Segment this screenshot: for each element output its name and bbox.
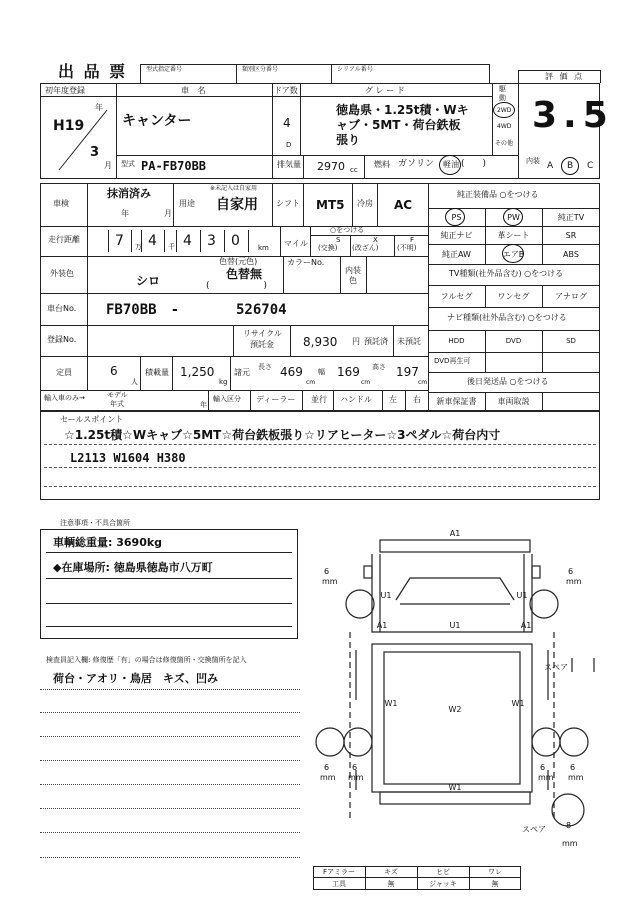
displacement-unit: cc xyxy=(350,166,358,174)
tire-mm: 6 xyxy=(570,763,576,772)
aftermarket-warranty: 新車保証書 xyxy=(436,397,477,406)
equip-aw: 純正AW xyxy=(442,249,471,259)
opt-f-text: (不明) xyxy=(397,244,417,252)
vehicle-name: キャンター xyxy=(122,113,192,129)
fuel-diesel: 軽油 xyxy=(443,160,459,169)
doors-label: ドア数 xyxy=(274,86,298,95)
diag-mark: W2 xyxy=(448,705,462,714)
length-unit: cm xyxy=(306,379,316,386)
recycle-unit: 円 xyxy=(352,337,360,346)
grade-line-2: ャブ・5MT・荷台鉄板 xyxy=(336,118,461,132)
tire-mm: 6 xyxy=(324,567,330,576)
name-label: 車 名 xyxy=(181,86,209,95)
capacity-label: 定員 xyxy=(56,368,72,377)
equip-abs: ABS xyxy=(563,249,579,259)
chassis-label: 車台No. xyxy=(47,304,77,313)
width-value: 169 xyxy=(337,365,360,379)
mileage-digit: 0 xyxy=(231,233,240,249)
dealer-option: ディーラー xyxy=(256,395,296,404)
width-unit: cm xyxy=(361,379,371,386)
equip-leather: 革シート xyxy=(497,230,530,240)
recycle-value: 8,930 xyxy=(303,335,338,349)
drive-label-2: 動 xyxy=(499,94,506,102)
diag-mark: U1 xyxy=(449,621,461,630)
ac-label: 冷房 xyxy=(357,199,373,208)
import-class-label: 輸入区分 xyxy=(213,395,241,403)
equip-nav: 純正ナビ xyxy=(440,230,473,240)
first-reg-label: 初年度登録 xyxy=(45,86,85,95)
equip-pw: PW xyxy=(507,212,520,222)
km-unit: km xyxy=(258,244,269,252)
ac-value: AC xyxy=(394,198,413,212)
shift-label: シフト xyxy=(276,199,300,208)
diag-mark: W1 xyxy=(511,699,525,708)
mileage-digit: 4 xyxy=(148,233,157,249)
doors-value: 4 xyxy=(283,116,291,130)
fuel-paren: ( ) xyxy=(461,159,487,169)
length-value: 469 xyxy=(280,365,303,379)
diag-mark: A1 xyxy=(376,621,388,630)
diag-mark: W1 xyxy=(448,783,462,792)
dims-label: 諸元 xyxy=(234,368,250,377)
legend-value: 無 xyxy=(491,879,499,888)
legend-header: ワレ xyxy=(488,867,502,876)
handle-right: 右 xyxy=(413,395,421,404)
tire-mm-unit: mm xyxy=(322,577,338,586)
import-label: 輸入車のみ→ xyxy=(44,394,85,402)
aftermarket-title: 後日発送品 ○をつける xyxy=(467,377,549,386)
nav-hdd: HDD xyxy=(448,337,465,345)
grade-label: グ レ ー ド xyxy=(365,86,405,95)
opt-f: F xyxy=(410,236,415,244)
handle-label: ハンドル xyxy=(340,395,372,404)
mileage-digits xyxy=(108,230,278,254)
serial-label: シリアル番号 xyxy=(337,66,373,73)
interior-label: 内装 xyxy=(526,157,540,165)
model-year-label-2: 年式 xyxy=(110,400,124,408)
diag-mark: A1 xyxy=(449,529,461,538)
repaint-label: 色替(元色) xyxy=(219,257,258,266)
mileage-digit: 7 xyxy=(115,233,124,249)
recycle-label-2: 預託金 xyxy=(250,340,274,349)
tire-mm-unit: mm xyxy=(566,577,582,586)
inspection-value: 抹消済み xyxy=(107,187,151,200)
mileage-label: 走行距離 xyxy=(48,235,80,244)
tire-mm: 8 xyxy=(566,821,572,830)
tv-analog: アナログ xyxy=(555,291,587,301)
sen-char: 千 xyxy=(168,243,175,251)
tire-mm-unit: mm xyxy=(538,773,554,782)
width-label: 幅 xyxy=(318,368,325,376)
opt-s-text: (交換) xyxy=(318,244,338,252)
legend-header: キズ xyxy=(384,867,398,876)
exterior-value: シロ xyxy=(136,274,161,288)
equip-airbag: エアB xyxy=(502,249,525,259)
legend-header: ヒビ xyxy=(436,867,450,876)
drive-2wd: 2WD xyxy=(497,107,512,114)
grade-line-3: 張り xyxy=(336,133,361,147)
class-code-label: 類別区分番号 xyxy=(242,66,279,73)
sales-line-1: ☆1.25t積☆Wキャブ☆5MT☆荷台鉄板張り☆リアヒーター☆3ペダル☆荷台内寸 xyxy=(64,428,501,442)
equip-airbag-circle xyxy=(502,244,524,263)
notes-location: ◆在庫場所: 徳島県徳島市八万町 xyxy=(53,561,213,574)
month-char: 月 xyxy=(104,161,112,170)
score-label: 評 価 点 xyxy=(545,72,585,81)
inspector-title: 検査員記入欄: 修復歴「有」の場合は修復箇所・交換箇所を記入 xyxy=(46,656,247,664)
grade-line-1: 徳島県・1.25t積・Wキ xyxy=(336,103,469,117)
fuel-gasoline: ガソリン xyxy=(398,159,435,169)
nav-title: ナビ種類(社外品含む) ○をつける xyxy=(447,313,567,322)
dvd-label: DVD再生可 xyxy=(434,357,471,365)
displacement-value: 2970 xyxy=(317,160,345,173)
mileage-digit: 4 xyxy=(183,233,192,249)
inspection-year-char: 年 xyxy=(121,209,129,218)
tire-mm: 6 xyxy=(352,763,358,772)
equip-ps-circle xyxy=(445,208,465,226)
drive-other: その他 xyxy=(495,140,514,147)
year-char: 年 xyxy=(95,103,103,112)
form-title: 出 品 票 xyxy=(58,62,128,81)
model-year-label-1: モデル xyxy=(107,391,128,399)
spare-label: スペア xyxy=(544,663,568,672)
interior-c: C xyxy=(587,161,594,171)
load-value: 1,250 xyxy=(180,365,215,379)
vehicle-diagram xyxy=(300,520,600,870)
man-char: 万 xyxy=(135,243,142,251)
capacity-unit: 人 xyxy=(131,378,138,386)
tv-title: TV種類(社外品含む) ○をつける xyxy=(449,269,564,278)
tv-fullseg: フルセグ xyxy=(440,291,473,301)
load-label: 積載量 xyxy=(145,368,169,377)
capacity-value: 6 xyxy=(110,364,118,378)
legend-value: ジャッキ xyxy=(429,879,457,888)
height-value: 197 xyxy=(396,365,419,379)
diag-mark: U1 xyxy=(380,591,392,600)
first-reg-year: H19 xyxy=(53,118,85,134)
equip-ps: PS xyxy=(451,212,462,222)
notes-title: 注意事項・不具合箇所 xyxy=(60,519,130,527)
code-strip xyxy=(140,64,490,84)
recycle-status-1: 預託済 xyxy=(364,337,388,346)
model-label: 型式 xyxy=(121,160,135,168)
drive-4wd: 4WD xyxy=(497,123,512,130)
tire-mm: 6 xyxy=(568,567,574,576)
tv-oneseg: ワンセグ xyxy=(497,291,530,301)
fuel-diesel-circle xyxy=(439,155,461,175)
exterior-label: 外装色 xyxy=(50,269,74,278)
tire-mm-unit: mm xyxy=(320,773,336,782)
model-code-label: 型式指定番号 xyxy=(146,66,183,73)
notes-weight: 車輌総重量: 3690kg xyxy=(53,536,163,549)
shift-value: MT5 xyxy=(316,198,345,212)
color-no-label: カラーNo. xyxy=(287,258,325,267)
tire-mm: 6 xyxy=(324,763,330,772)
diag-mark: U1 xyxy=(516,591,528,600)
usage-value: 自家用 xyxy=(216,197,258,213)
private-note: ※未記入は自家用 xyxy=(210,185,258,192)
parallel-option: 並行 xyxy=(311,395,327,404)
chassis-dash: - xyxy=(172,302,178,318)
legend-header: Fアミラー xyxy=(322,867,356,876)
sales-label: セールスポイント xyxy=(60,415,124,424)
displacement-label: 排気量 xyxy=(277,160,301,169)
legend-value: 無 xyxy=(387,879,395,888)
repaint-paren: ( ) xyxy=(206,281,268,291)
tire-mm-unit: mm xyxy=(562,839,578,848)
inspection-label: 車検 xyxy=(53,199,69,208)
score-value: 3.5 xyxy=(532,95,614,136)
diag-mark: W1 xyxy=(384,699,398,708)
chassis-prefix: FB70BB xyxy=(106,302,157,318)
legend-value: 工具 xyxy=(332,879,346,888)
interior-a: A xyxy=(547,161,554,171)
load-unit: kg xyxy=(219,378,228,386)
nav-sd: SD xyxy=(566,337,576,345)
tire-mm: 6 xyxy=(540,763,546,772)
aftermarket-manual: 車両取説 xyxy=(497,397,530,406)
model-year-suffix: 年 xyxy=(200,401,207,409)
first-reg-month: 3 xyxy=(90,145,100,160)
nav-dvd: DVD xyxy=(505,337,522,345)
repaint-value: 色替無 xyxy=(226,267,263,281)
opt-x: X xyxy=(373,236,378,244)
opt-x-text: (改ざん) xyxy=(352,244,379,252)
reg-no-label: 登録No. xyxy=(47,335,77,344)
mile-label: マイル xyxy=(284,239,308,248)
height-unit: cm xyxy=(418,379,428,386)
doors-suffix: D xyxy=(286,141,292,149)
diag-mark: A1 xyxy=(520,621,532,630)
equip-pw-circle xyxy=(503,208,523,226)
tire-mm-unit: mm xyxy=(348,773,364,782)
interior-b-circle xyxy=(561,157,579,175)
sales-line-2: L2113 W1604 H380 xyxy=(70,451,186,465)
opt-s: S xyxy=(336,236,341,244)
inspection-month-char: 月 xyxy=(164,209,172,218)
drive-2wd-circle xyxy=(493,102,515,118)
spare-label: スペア xyxy=(522,825,546,834)
length-label: 長さ xyxy=(258,363,272,371)
inspector-text: 荷台・アオリ・鳥居 キズ、凹み xyxy=(53,672,218,685)
usage-label: 用途 xyxy=(179,199,195,208)
equipment-title: 純正装備品 ○をつける xyxy=(457,190,539,199)
chassis-number: 526704 xyxy=(236,302,287,318)
equip-sr: SR xyxy=(565,230,577,240)
drive-label-1: 駆 xyxy=(499,85,506,93)
tire-mm-unit: mm xyxy=(568,773,584,782)
model-value: PA-FB70BB xyxy=(141,159,207,173)
interior-b: B xyxy=(567,161,574,171)
interior-color-label-2: 色 xyxy=(349,276,357,285)
interior-color-label-1: 内装 xyxy=(345,266,361,275)
recycle-status-2: 未預託 xyxy=(397,337,421,346)
circle-note: ○をつける xyxy=(330,226,365,234)
handle-left: 左 xyxy=(389,395,397,404)
fuel-label: 燃料 xyxy=(374,160,390,169)
recycle-label-1: リサイクル xyxy=(243,329,282,338)
height-label: 高さ xyxy=(372,363,386,371)
mileage-digit: 3 xyxy=(207,233,216,249)
equip-tv: 純正TV xyxy=(557,212,585,222)
